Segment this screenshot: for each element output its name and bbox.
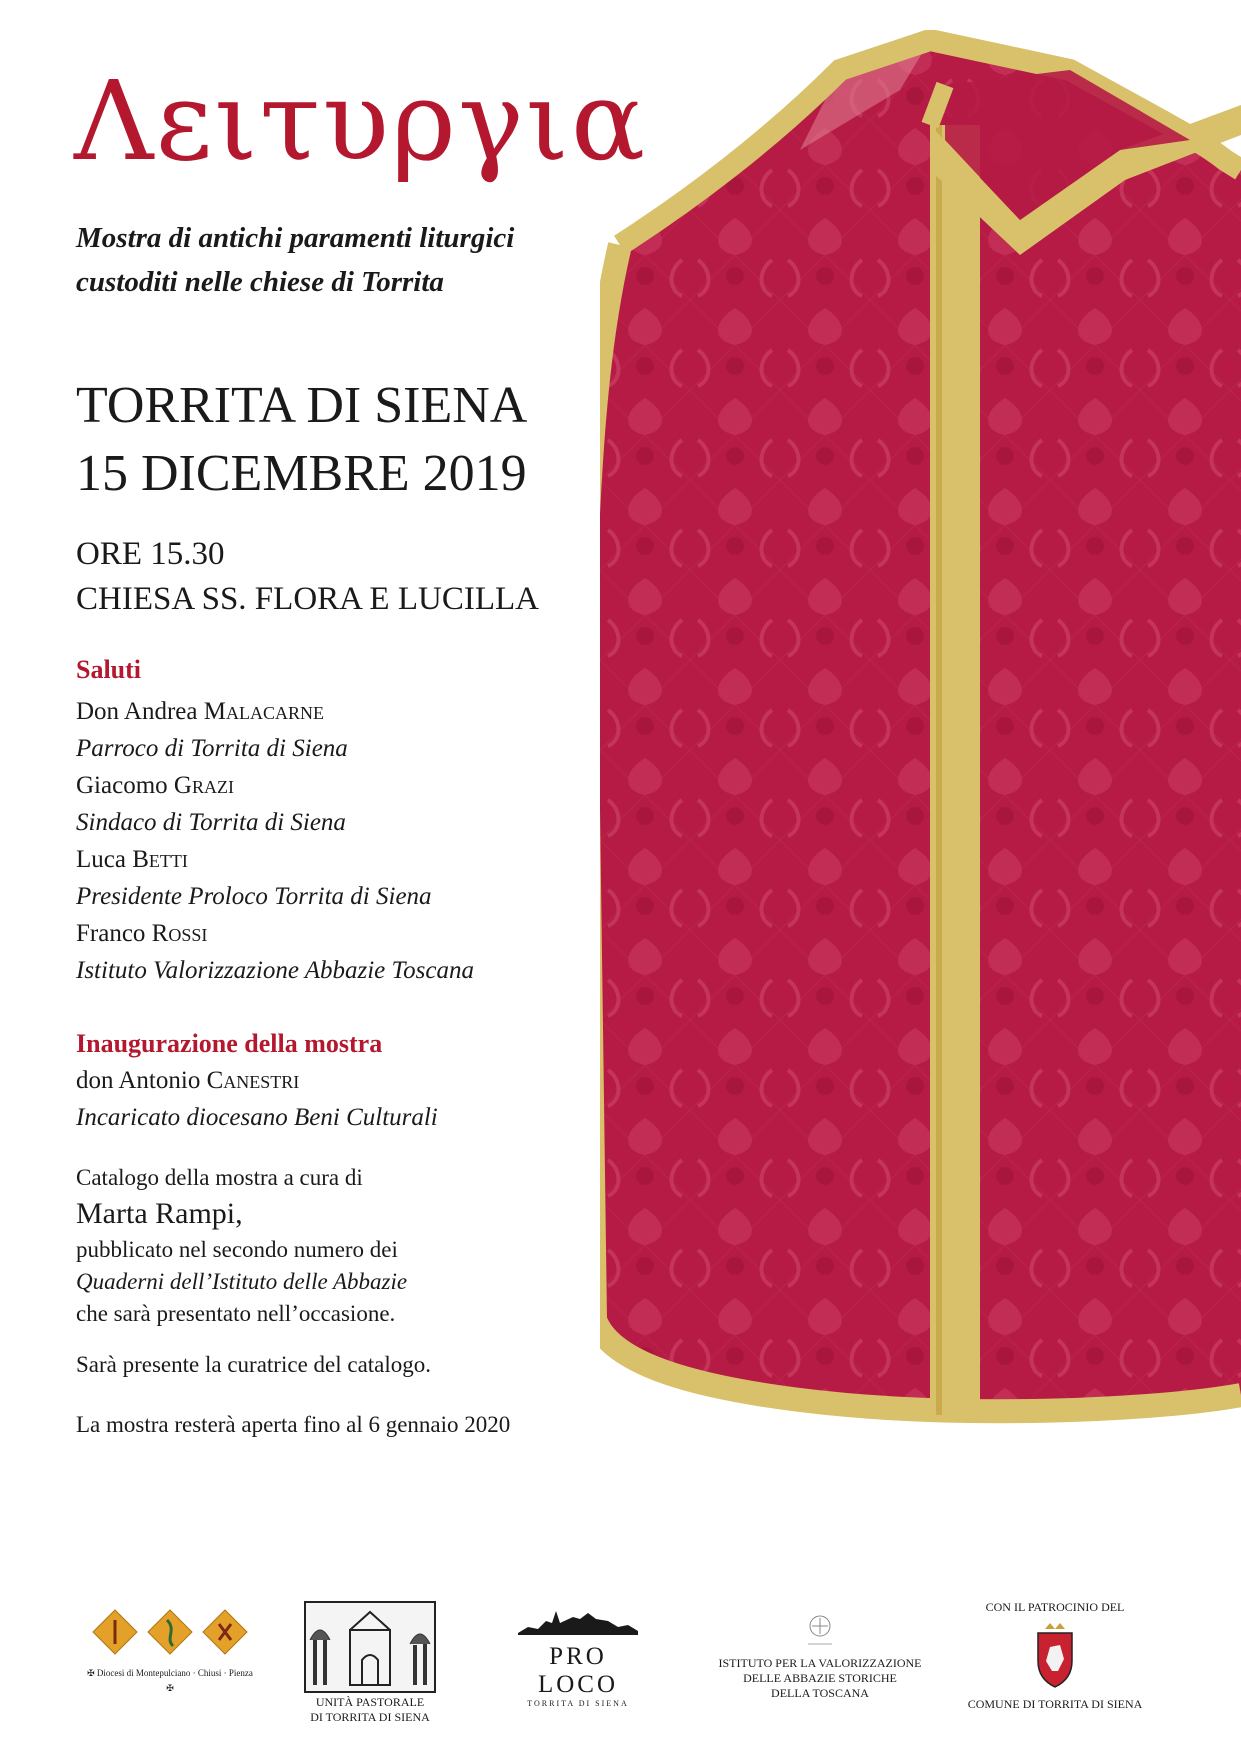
catalogo-section (76, 1162, 407, 1330)
proloco-sub: TORRITA DI SIENA (527, 1699, 629, 1708)
speaker-role: Sindaco di Torrita di Siena (76, 809, 346, 836)
unita-caption-line: DI TORRITA DI SIENA (310, 1710, 430, 1724)
istituto-caption-line: DELLA TOSCANA (771, 1686, 869, 1700)
istituto-caption-line: DELLE ABBAZIE STORICHE (743, 1671, 897, 1685)
comune-caption: COMUNE DI TORRITA DI SIENA (967, 1697, 1143, 1711)
speaker-role: Incaricato diocesano Beni Culturali (76, 1104, 438, 1131)
catalogo-publication: Quaderni dell’Istituto delle Abbazie (76, 1269, 408, 1294)
istituto-logo (700, 1610, 940, 1701)
unita-pastorale-logo (300, 1600, 440, 1725)
inaugurazione-section (76, 1025, 438, 1136)
proloco-logo (508, 1605, 648, 1708)
speaker-name: Giacomo Grazi (76, 772, 234, 799)
coat-of-arms-icon (1030, 1621, 1080, 1691)
curatrice-note: Sarà presente la curatrice del catalogo. (76, 1352, 432, 1377)
speaker-name: Luca Betti (76, 846, 188, 873)
catalogo-line: che sarà presentato nell’occasione. (76, 1301, 396, 1326)
diocesi-diamonds-icon (85, 1608, 255, 1658)
event-date: 15 DICEMBRE 2019 (76, 445, 527, 502)
unita-caption-line: UNITÀ PASTORALE (315, 1695, 425, 1709)
event-time-venue (76, 532, 539, 622)
istituto-caption-line: ISTITUTO PER LA VALORIZZAZIONE (718, 1656, 922, 1670)
speaker-role: Presidente Proloco Torrita di Siena (76, 883, 432, 910)
event-venue: CHIESA SS. FLORA E LUCILLA (76, 581, 539, 617)
subtitle (76, 216, 514, 304)
event-place: TORRITA DI SIENA (76, 377, 528, 434)
saluti-section (76, 655, 474, 989)
event-time: ORE 15.30 (76, 536, 225, 572)
catalogo-author: Marta Rampi, (76, 1197, 243, 1230)
chasuble-image (600, 30, 1241, 1430)
church-engraving-icon (300, 1600, 440, 1695)
comune-logo (955, 1600, 1155, 1712)
catalogo-intro: Catalogo della mostra a cura di (76, 1165, 363, 1190)
saluti-heading: Saluti (76, 655, 142, 684)
speaker-role: Parroco di Torrita di Siena (76, 735, 348, 762)
speaker-name: Franco Rossi (76, 920, 208, 947)
apertura-note: La mostra resterà aperta fino al 6 gennaio 2020 (76, 1412, 511, 1437)
abbey-emblem-icon (800, 1610, 840, 1650)
event-place-date (76, 372, 527, 508)
diocesi-caption: ✠ Diocesi di Montepulciano · Chiusi · Pienza ✠ (87, 1668, 253, 1693)
catalogo-line: pubblicato nel secondo numero dei (76, 1237, 398, 1262)
subtitle-line: Mostra di antichi paramenti liturgici (76, 222, 515, 254)
proloco-name: PRO LOCO (537, 1643, 619, 1698)
speaker-name: Don Andrea Malacarne (76, 698, 324, 725)
speaker-role: Istituto Valorizzazione Abbazie Toscana (76, 957, 474, 984)
town-skyline-icon (518, 1605, 638, 1635)
speaker-name: don Antonio Canestri (76, 1067, 300, 1094)
inaugurazione-heading: Inaugurazione della mostra (76, 1029, 383, 1058)
patrocinio-label: CON IL PATROCINIO DEL (985, 1600, 1125, 1614)
subtitle-line: custoditi nelle chiese di Torrita (76, 266, 444, 298)
exhibition-title: Λειτυργια (74, 57, 648, 185)
diocesi-logo (85, 1608, 255, 1696)
